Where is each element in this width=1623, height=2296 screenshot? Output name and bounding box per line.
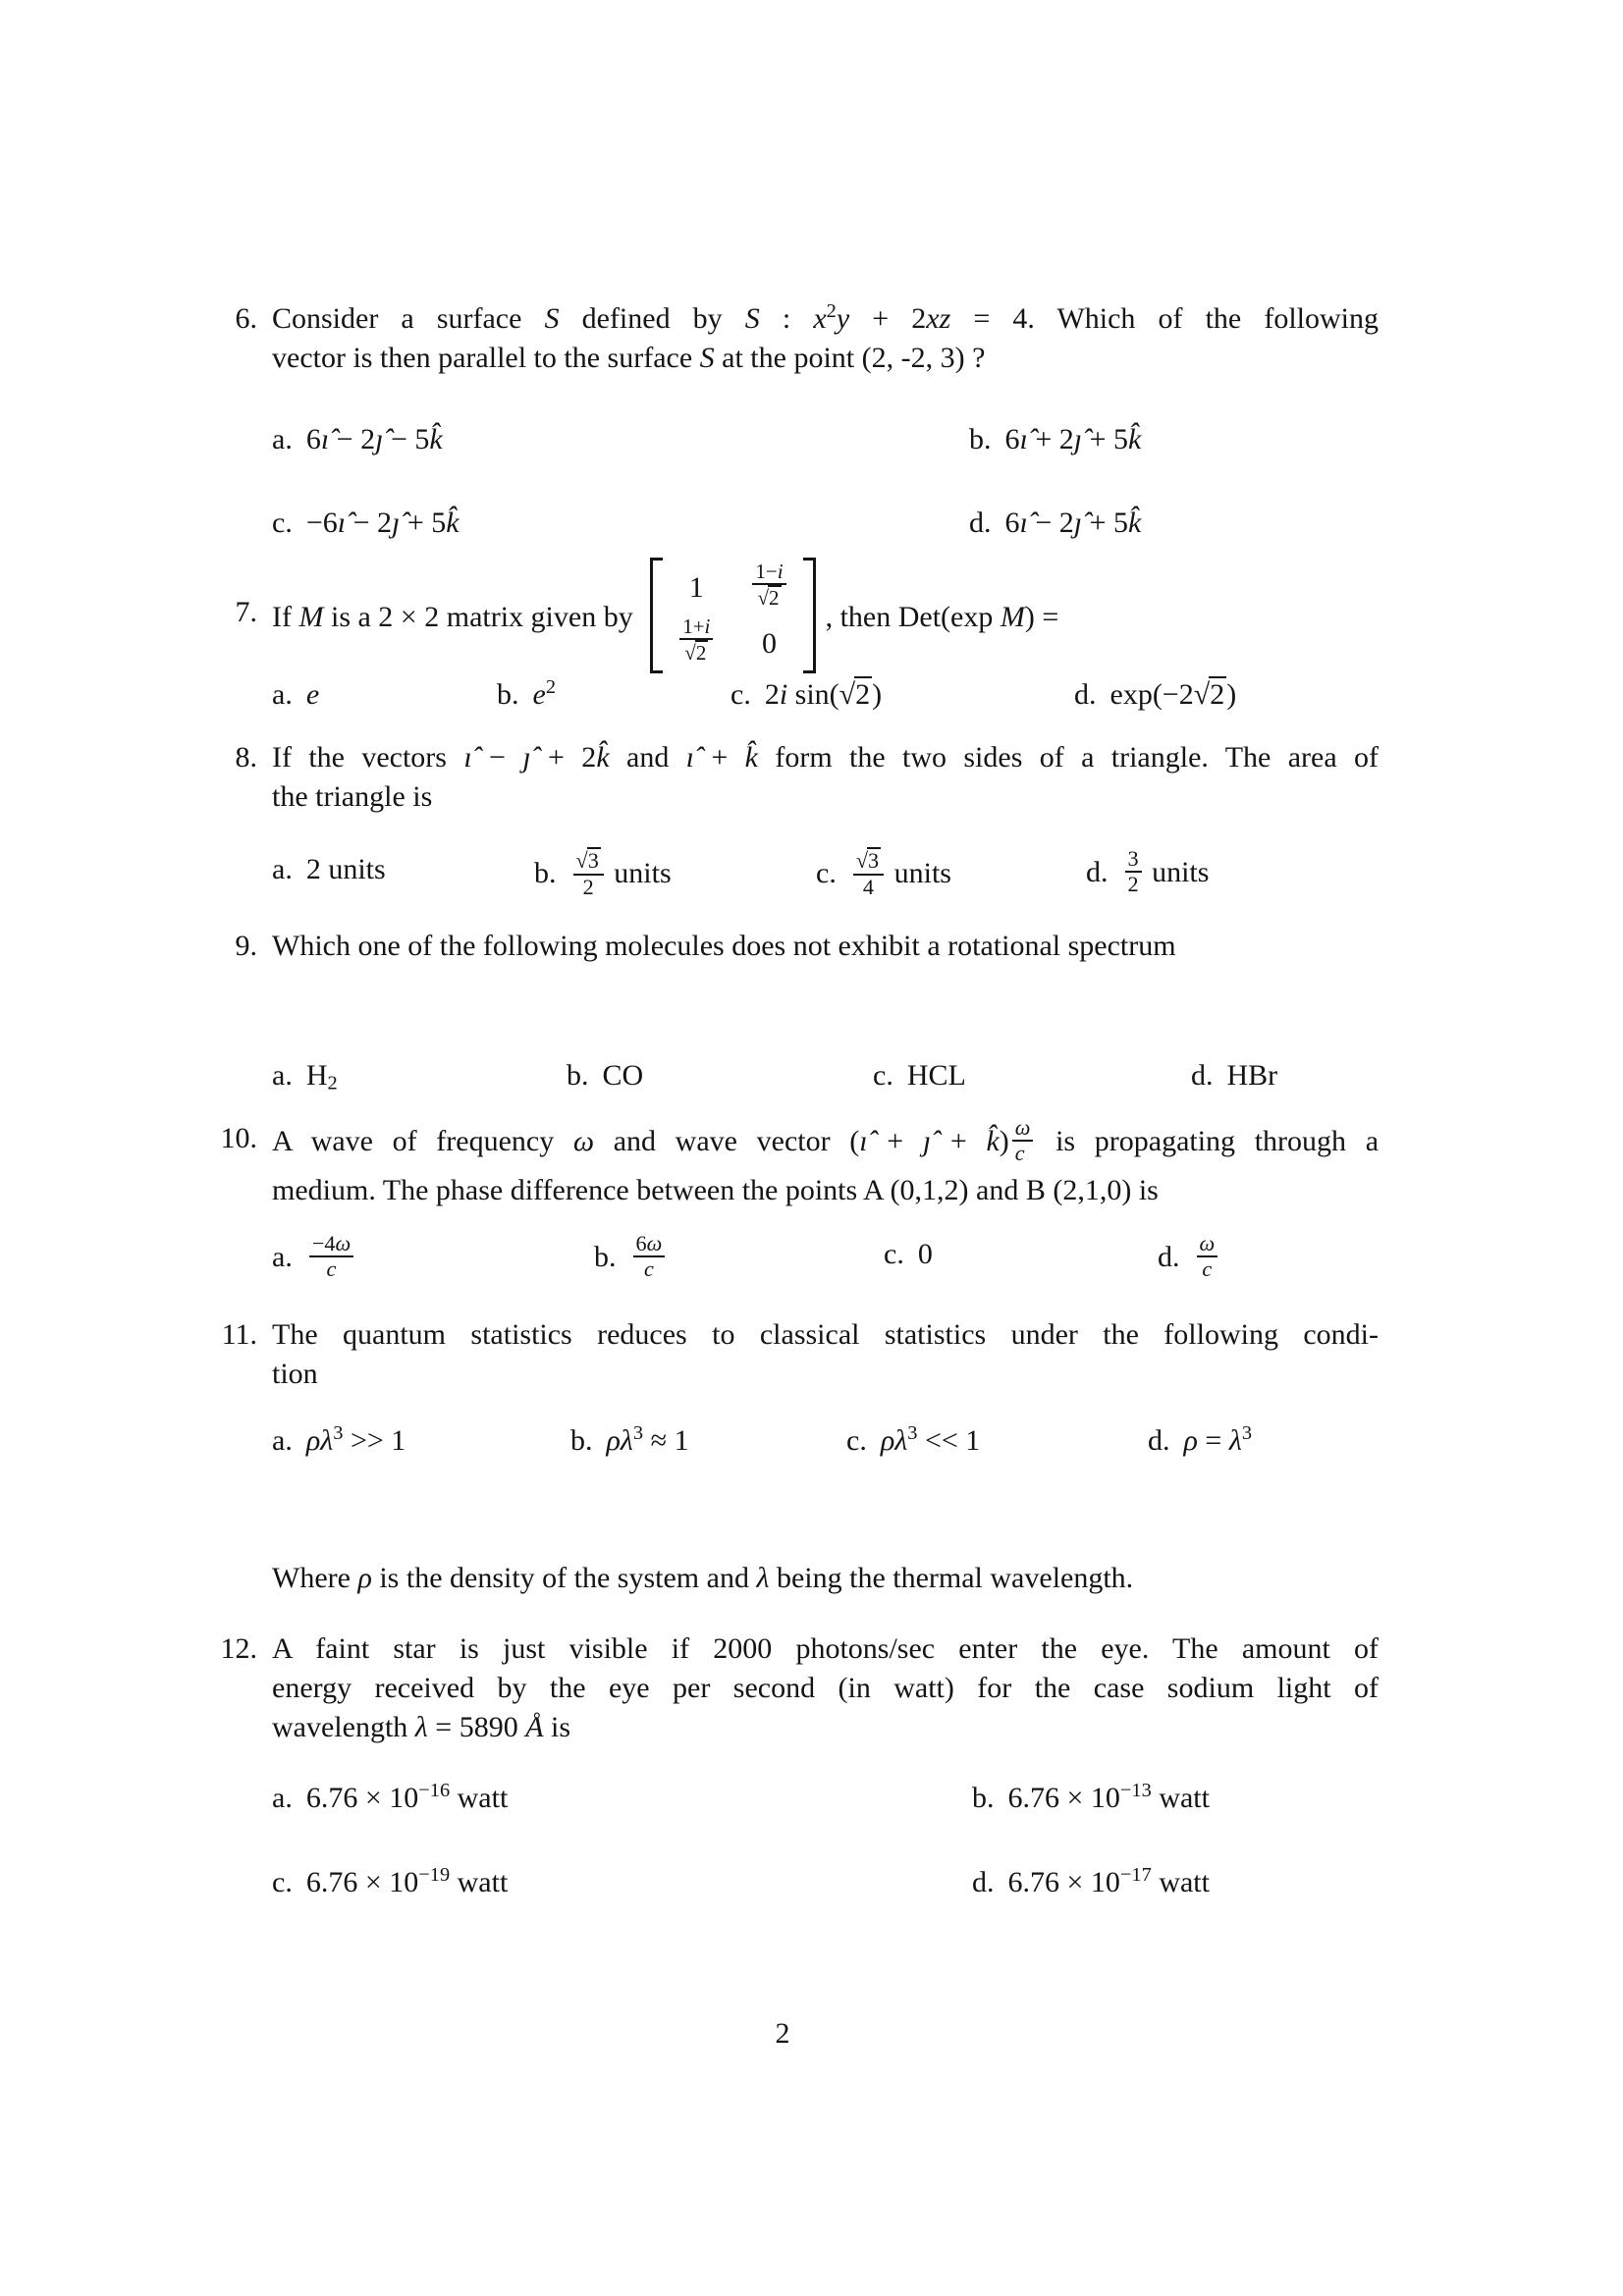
option-9d [1191,1056,1277,1095]
option-7c-label: c. [730,678,751,711]
option-11d [1148,1421,1252,1461]
option-8d-value: $\frac{3}{2}$ units [1122,856,1210,888]
option-11c [846,1421,980,1461]
question-8-text-line-1: If the vectors ı̂ − ȷ̂ + 2k̂ and ı̂ + k̂ form the two sides of a triangle. The area of [272,741,1379,774]
question-9-number: 9. [235,930,257,962]
question-10-text-line-1: A wave of frequency ω and wave vector (ı̂ + ȷ̂ + k̂) $\frac{\omega}{c}$ is propagating through a [272,1115,1380,1166]
question-7 [187,561,1379,677]
question-12-number: 12. [220,1632,257,1665]
option-9a [272,1056,338,1095]
option-10a [272,1231,356,1284]
option-10c-label: c. [884,1238,904,1270]
option-10d-value: $\frac{\omega}{c}$ [1194,1241,1221,1273]
option-9b-label: b. [567,1059,589,1092]
option-9a-value: $H_2$ [305,1059,338,1095]
option-12d-label: d. [972,1866,995,1898]
question-8-text-line-2: the triangle is [272,780,433,813]
question-11-text-line-1: The quantum statistics reduces to classical statistics under the following condi- [272,1318,1379,1351]
option-8c [816,850,951,902]
option-9a-label: a. [272,1059,293,1092]
option-11b-label: b. [570,1424,593,1457]
question-6 [187,299,1379,378]
question-10 [187,1115,1380,1212]
option-7a-label: a. [272,678,293,711]
option-9c [873,1056,966,1095]
option-7a [272,675,319,715]
question-11-number: 11. [221,1318,257,1351]
option-12b [972,1779,1210,1818]
option-7b-label: b. [497,678,519,711]
question-9-text-line-1: Which one of the following molecules does not exhibit a rotational spectrum [272,930,1176,962]
option-11a-value: $\rho\lambda^3 >> 1$ [305,1421,406,1457]
question-11 [187,1315,1379,1394]
question-7-number: 7. [235,596,257,628]
option-10b [594,1231,668,1284]
option-12c [272,1863,508,1902]
option-6a [272,420,443,459]
option-11d-label: d. [1148,1424,1170,1457]
option-11d-value: $\rho = \lambda^3$ [1183,1421,1253,1457]
option-11c-value: $\rho\lambda^3 << 1$ [880,1421,981,1457]
option-10a-value: $\frac{-4\omega}{c}$ [306,1241,356,1273]
option-8b-value: $\frac{√3}{2}$ units [570,857,672,889]
question-8 [187,738,1379,817]
option-8c-label: c. [816,857,837,890]
option-12d [972,1863,1210,1902]
question-12-text-line-1: A faint star is just visible if 2000 photons/sec enter the eye. The amount of [272,1632,1379,1665]
option-9c-label: c. [873,1059,893,1092]
option-9d-value: HBr [1226,1059,1278,1092]
question-12-text-line-3: wavelength λ = 5890 Å is [272,1711,571,1743]
option-11b-value: $\rho\lambda^3 \approx 1$ [606,1421,689,1457]
option-12b-label: b. [972,1782,995,1814]
page-number: 2 [775,2017,790,2050]
option-12a-label: a. [272,1782,293,1814]
question-8-number: 8. [235,741,257,774]
option-10d-label: d. [1158,1240,1180,1273]
question-6-text-line-1: Consider a surface S defined by S : $x^2y + 2xz = 4$. Which of the following [272,299,1379,335]
option-8a [272,850,386,889]
question-12 [187,1629,1379,1747]
option-6c-value: −6ı̂ − 2ȷ̂ + 5k̂ [305,507,460,539]
option-10a-label: a. [272,1240,293,1273]
question-7-text-line-1: If M is a 2 × 2 matrix given by 1 $\frac{1-i}{√2}$ $\frac{1+i}{√2}$ 0 , then Det(exp M) = [272,561,1379,677]
option-12c-value: $6.76 \times 10^{-19}$ watt [305,1863,509,1898]
option-6b-value: 6ı̂ + 2ȷ̂ + 5k̂ [1004,423,1142,455]
option-7b [497,675,556,715]
option-10c-value: 0 [917,1238,933,1270]
option-6b-label: b. [969,423,992,455]
option-11c-label: c. [846,1424,867,1457]
option-12a-value: $6.76 \times 10^{-16}$ watt [305,1779,509,1814]
option-6c [272,504,460,543]
option-6c-label: c. [272,507,293,539]
option-6b [969,420,1141,459]
option-8c-value: $\frac{√3}{4}$ units [850,857,951,889]
option-11a-label: a. [272,1424,293,1457]
option-7b-value: $e^2$ [532,675,557,711]
option-7c-value: 2i sin(√2) [764,678,883,711]
option-9b-value: CO [602,1059,644,1092]
option-9c-value: HCL [906,1059,966,1092]
option-10b-label: b. [594,1240,617,1273]
option-8b-label: b. [534,857,557,890]
option-7d [1074,675,1236,715]
option-8b [534,850,672,902]
option-11a [272,1421,406,1461]
option-8a-value: 2 units [305,853,386,885]
option-9b [567,1056,643,1095]
option-12d-value: $6.76 \times 10^{-17}$ watt [1007,1863,1210,1898]
option-6d-label: d. [969,507,992,539]
question-10-number: 10. [220,1122,257,1154]
question-11-text-line-2: tion [272,1358,318,1390]
option-7a-value: e [305,678,320,711]
option-7d-value: exp(−2√2) [1109,678,1237,711]
question-6-number: 6. [235,302,257,335]
question-6-text-line-2: vector is then parallel to the surface S at the point (2, -2, 3) ? [272,342,986,374]
question-11-note: Where ρ is the density of the system and λ being the thermal wavelength. [272,1562,1134,1594]
option-8d [1086,846,1210,899]
option-6d-value: 6ı̂ − 2ȷ̂ + 5k̂ [1004,507,1142,539]
question-12-text-line-2: energy received by the eye per second (in watt) for the case sodium light of [272,1672,1379,1704]
option-6a-value: 6ı̂ − 2ȷ̂ − 5k̂ [305,423,443,455]
option-10b-value: $\frac{6\omega}{c}$ [630,1241,669,1273]
option-12a [272,1779,508,1818]
option-9d-label: d. [1191,1059,1214,1092]
option-10d [1158,1231,1220,1284]
option-10c [884,1235,933,1274]
option-12c-label: c. [272,1866,293,1898]
question-10-text-line-2: medium. The phase difference between the points A (0,1,2) and B (2,1,0) is [272,1174,1159,1207]
option-8d-label: d. [1086,855,1109,888]
question-9 [187,927,1379,966]
option-7d-label: d. [1074,678,1097,711]
option-7c [730,675,882,715]
option-6a-label: a. [272,423,293,455]
option-12b-value: $6.76 \times 10^{-13}$ watt [1007,1779,1210,1814]
option-11b [570,1421,689,1461]
option-6d [969,504,1141,543]
option-8a-label: a. [272,853,293,885]
